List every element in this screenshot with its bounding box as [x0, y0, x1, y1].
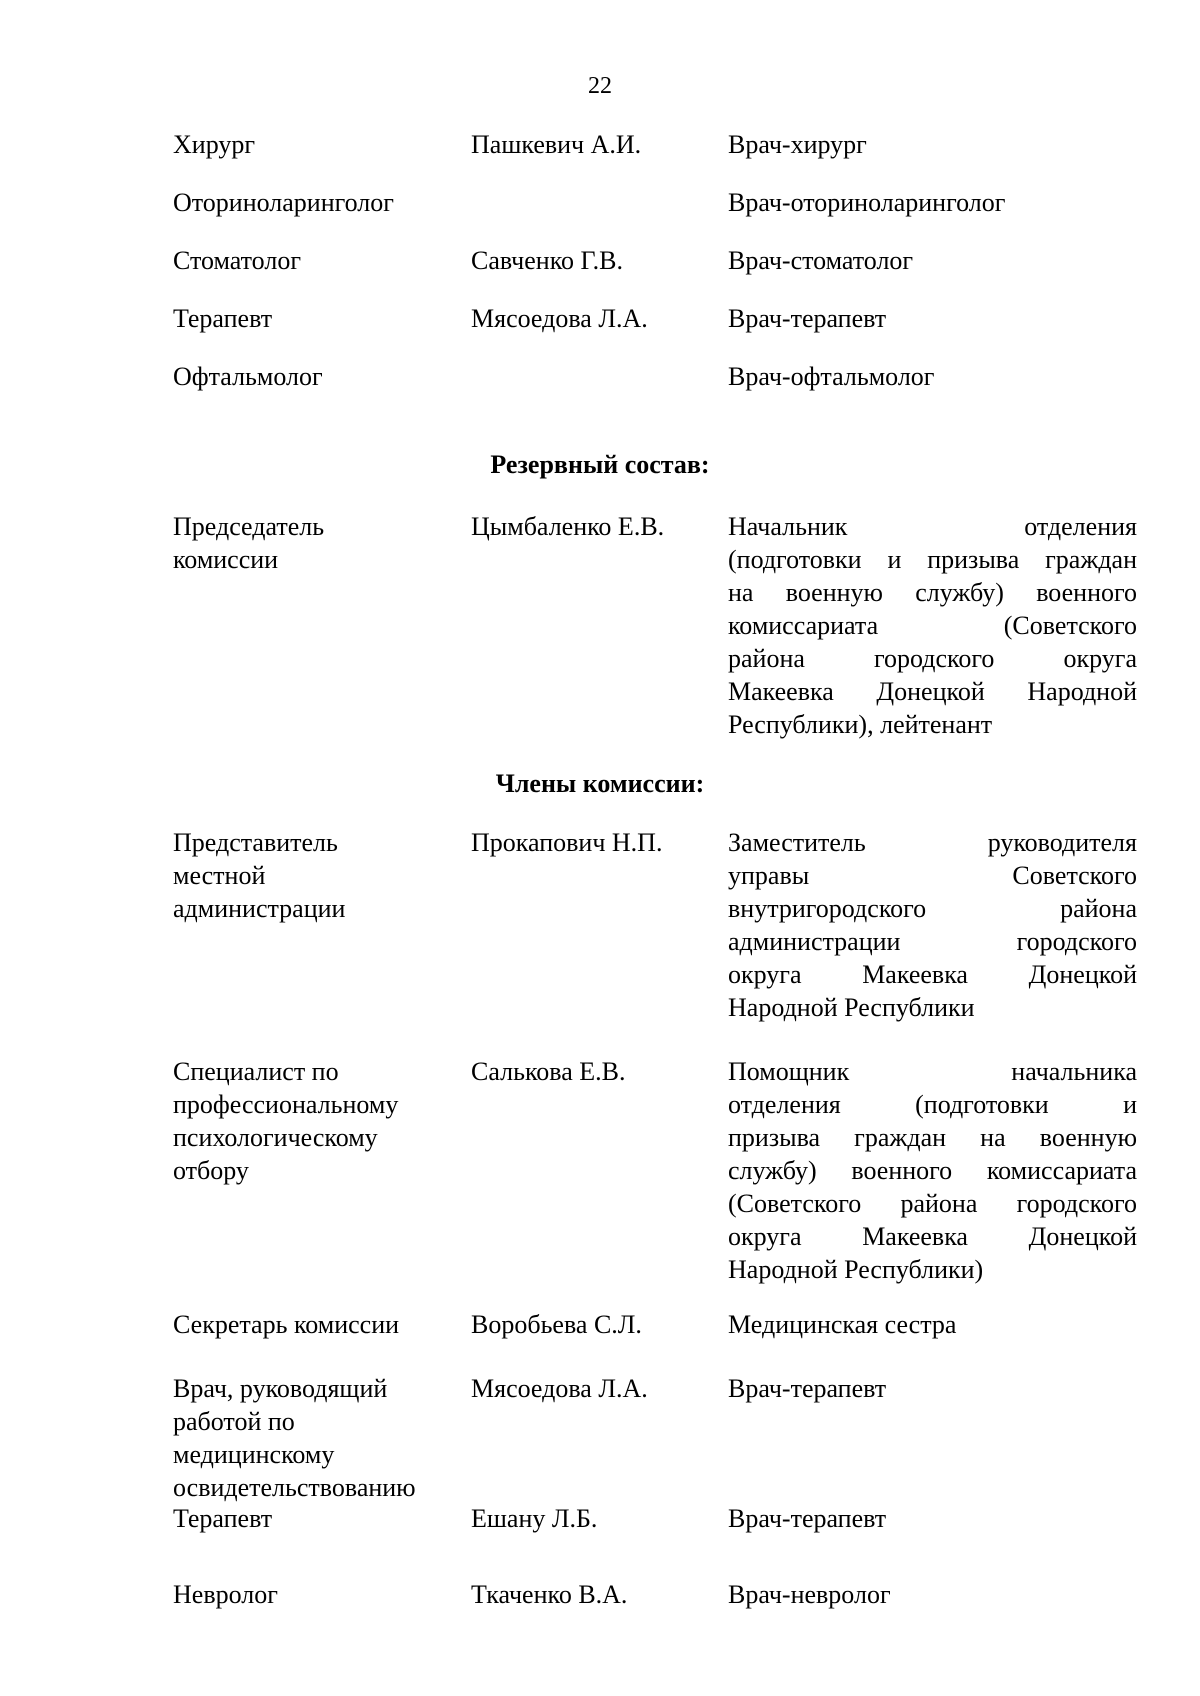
row-role: Секретарь комиссии — [173, 1310, 400, 1339]
row-name: Салькова Е.В. — [471, 1057, 626, 1086]
row-role: Представитель местной администрации — [173, 828, 346, 923]
row-role: Специалист по профессиональному психологическому отбору — [173, 1057, 399, 1185]
row-role: Терапевт — [173, 1504, 273, 1533]
row-role: Стоматолог — [173, 246, 301, 275]
row-position: Врач-терапевт — [728, 304, 887, 333]
row-position: Врач-терапевт — [728, 1374, 887, 1403]
row-name: Воробьева С.Л. — [471, 1310, 642, 1339]
row-name: Савченко Г.В. — [471, 246, 623, 275]
row-position: Врач-терапевт — [728, 1504, 887, 1533]
reserve-section-title: Резервный состав: — [490, 450, 710, 479]
row-name: Ешану Л.Б. — [471, 1504, 598, 1533]
row-name: Прокапович Н.П. — [471, 828, 663, 857]
row-name: Цымбаленко Е.В. — [471, 512, 665, 541]
row-position: Заместитель руководителя управы Советского внутригородского района администрации городского округа Макеевка Донецкой Народной Республики — [728, 828, 1137, 1022]
row-name: Мясоедова Л.А. — [471, 1374, 648, 1403]
row-role: Председатель комиссии — [173, 512, 325, 574]
row-position: Врач-хирург — [728, 130, 867, 159]
row-position: Врач-стоматолог — [728, 246, 914, 275]
row-position: Врач-оториноларинголог — [728, 188, 1006, 217]
row-position: Помощник начальника отделения (подготовки и призыва граждан на военную службу) военного комиссариата (Советского района городского округа Макеевка Донецкой Народной Республики) — [728, 1057, 1137, 1284]
row-position: Врач-офтальмолог — [728, 362, 935, 391]
row-name: Мясоедова Л.А. — [471, 304, 648, 333]
members-section-title: Члены комиссии: — [495, 769, 705, 798]
row-role: Врач, руководящий работой по медицинскому освидетельствованию — [173, 1374, 416, 1502]
row-position: Медицинская сестра — [728, 1310, 957, 1339]
row-name: Пашкевич А.И. — [471, 130, 642, 159]
row-role: Невролог — [173, 1580, 278, 1609]
page-number: 22 — [588, 73, 612, 99]
row-name: Ткаченко В.А. — [471, 1580, 628, 1609]
row-position: Врач-невролог — [728, 1580, 891, 1609]
row-role: Оториноларинголог — [173, 188, 394, 217]
row-position: Начальник отделения (подготовки и призыва граждан на военную службу) военного комиссариата (Советского района городского округа Макеевка Донецкой Народной Республики), лейтенант — [728, 512, 1137, 739]
row-role: Хирург — [173, 130, 256, 159]
row-role: Офтальмолог — [173, 362, 323, 391]
row-role: Терапевт — [173, 304, 273, 333]
